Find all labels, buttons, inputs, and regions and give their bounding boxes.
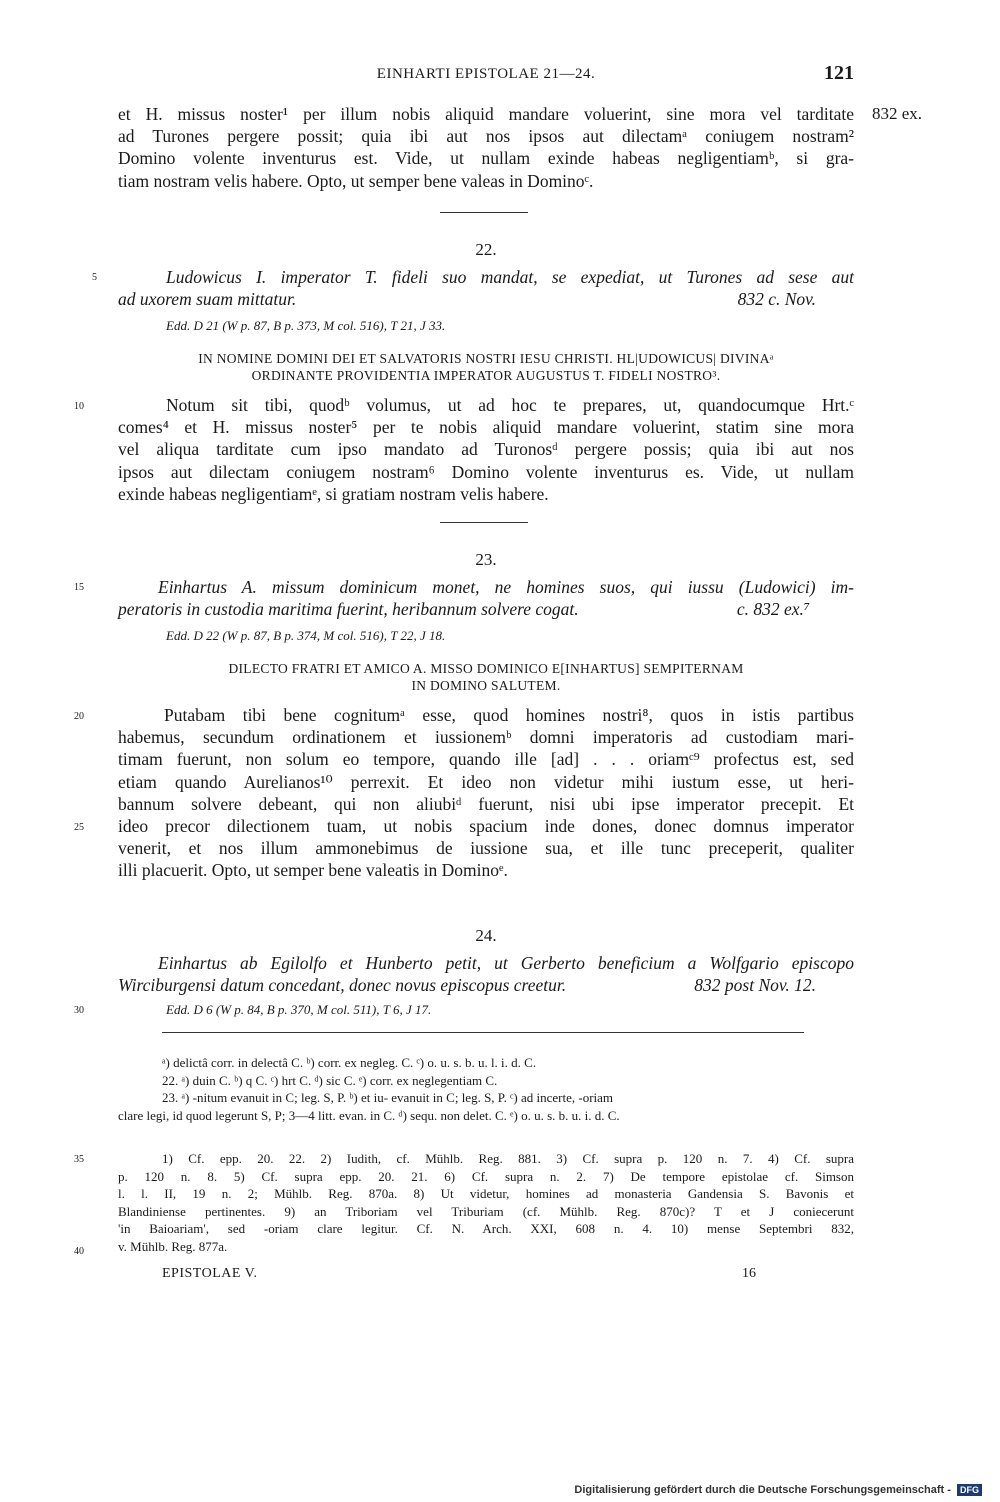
text-line: exinde habeas negligentiamᵉ, si gratiam nostram velis habere. <box>118 483 549 504</box>
signature-mark: 16 <box>742 1266 756 1281</box>
text-line: tiam nostram velis habere. Opto, ut semper bene valeas in Dominoᶜ. <box>118 170 594 191</box>
line-number: 5 <box>92 272 97 283</box>
line-number: 10 <box>74 401 84 412</box>
text-line: et H. missus noster¹ per illum nobis aliquid mandare voluerint, sine mora vel tarditate <box>118 104 854 124</box>
dfg-logo: DFG <box>957 1484 982 1496</box>
section-divider <box>440 522 528 523</box>
editions: Edd. D 21 (W p. 87, B p. 373, M col. 516), T 21, J 33. <box>166 318 446 333</box>
editions: Edd. D 6 (W p. 84, B p. 370, M col. 511), T 6, J 17. <box>166 1002 432 1017</box>
regest-date: 832 post Nov. 12. <box>694 975 816 995</box>
editions: Edd. D 22 (W p. 87, B p. 374, M col. 516), T 22, J 18. <box>166 628 446 643</box>
apparatus-rule <box>162 1032 804 1033</box>
critical-apparatus <box>118 1054 854 1124</box>
apparatus-line: 22. ᵃ) duin C. ᵇ) q C. ᶜ) hrt C. ᵈ) sic C. ᵉ) corr. ex neglegentiam C. <box>162 1072 498 1088</box>
regest <box>118 952 854 996</box>
text-line: ad Turones pergere possit; quia ibi aut nos ipsos aut dilectamᵃ coniugem nostram² <box>118 126 854 147</box>
running-header <box>118 62 854 92</box>
footnote-line: Blandiniense pertinentes. 9) an Triboriam vel Triburiam (cf. Mühlb. Reg. 870c)? T et J coniecerunt <box>118 1203 854 1219</box>
line-number: 35 <box>74 1154 84 1165</box>
footnote-line: 'in Baioariam', sed -oriam clare legitur. Cf. N. Arch. XXI, 608 n. 4. 10) mense Septembri 832, <box>118 1221 854 1236</box>
inscription-line: IN DOMINO SALUTEM. <box>411 678 561 693</box>
text-line: comes⁴ et H. missus noster⁵ per te nobis aliquid mandare voluerint, statim sine mora <box>118 417 854 438</box>
text-line: vel aliqua tarditate cum ipso mandato ad Turonosᵈ pergere possis; quia ibi aut nos <box>118 439 854 460</box>
text-line: ideo precor dilectionem tuam, ut nobis spacium inde dones, donec domnus imperator <box>118 816 854 837</box>
text-line: Domino volente inventurus est. Vide, ut nullam exinde habeas negligentiamᵇ, si gra- <box>118 148 854 169</box>
text-line: venerit, et nos illum ammonebimus de iussione sua, et ille tunc preceperit, qualiter <box>118 838 854 859</box>
regest-line: ad uxorem suam mittatur. <box>118 289 297 309</box>
funding-text: Digitalisierung gefördert durch die Deutsche Forschungsgemeinschaft - <box>574 1484 951 1496</box>
line-number: 20 <box>74 711 84 722</box>
text-line: ipsos aut dilectam coniugem nostram⁶ Domino volente inventurus es. Vide, ut nullam <box>118 461 854 482</box>
text-line: bannum solvere debeant, qui non aliubiᵈ fuerunt, nisi ubi ipse imperator precepit. Et <box>118 793 854 814</box>
apparatus-line: 23. ᵃ) -nitum evanuit in C; leg. S, P. ᵇ) et iu- evanuit in C; leg. S, P. ᶜ) ad incerte, -oriam <box>162 1090 614 1105</box>
epistle-text <box>118 704 854 882</box>
margin-date: 832 ex. <box>872 104 923 123</box>
footnote-line: l. l. II, 19 n. 2; Mühlb. Reg. 870a. 8) Ut videtur, homines ad monasteria Gandensia S. Bavonis et <box>118 1186 854 1201</box>
inscription-line: ORDINANTE PROVIDENTIA IMPERATOR AUGUSTUS T. FIDELI NOSTRO³. <box>251 368 721 383</box>
epistle-number: 24. <box>475 926 497 945</box>
regest-date: c. 832 ex.⁷ <box>736 599 810 619</box>
line-number: 25 <box>74 822 84 833</box>
regest-line: Ludowicus I. imperator T. fideli suo mandat, se expediat, ut Turones ad sese aut <box>166 267 854 287</box>
funding-notice <box>574 1484 982 1496</box>
text-line: etiam quando Aurelianos¹⁰ perrexit. Et ideo non videtur mihi iustum esse, ut heri- <box>118 771 854 792</box>
regest-line: Einhartus A. missum dominicum monet, ne homines suos, qui iussu (Ludowici) im- <box>158 577 854 597</box>
continuation-text <box>118 103 854 192</box>
inscription-line: IN NOMINE DOMINI DEI ET SALVATORIS NOSTRI IESU CHRISTI. HL|UDOWICUS| DIVINAᵃ <box>198 351 774 366</box>
epistle-number: 23. <box>475 550 497 569</box>
epistle-number: 22. <box>475 240 497 259</box>
regest <box>118 266 854 310</box>
regest-date: 832 c. Nov. <box>737 289 816 309</box>
running-title: EINHARTI EPISTOLAE 21—24. <box>376 66 596 82</box>
inscription <box>118 660 854 694</box>
inscription <box>118 350 854 384</box>
epistle-text <box>118 394 854 505</box>
text-line: illi placuerit. Opto, ut semper bene valeatis in Dominoᵉ. <box>118 860 508 881</box>
apparatus-line: clare legi, id quod legerunt S, P; 3—4 litt. evan. in C. ᵈ) sequ. non delet. C. ᵉ) o. u. s. b. u. i. d. C. <box>118 1107 620 1123</box>
footnote-line: v. Mühlb. Reg. 877a. <box>118 1238 228 1254</box>
series-title: EPISTOLAE V. <box>162 1266 258 1281</box>
footnotes <box>118 1150 854 1255</box>
regest-line: Wirciburgensi datum concedant, donec novus episcopus creetur. <box>118 975 567 995</box>
text-line: timam fuerunt, non solum eo tempore, quando ille [ad] . . . oriamᶜ⁹ profectus est, sed <box>118 749 854 770</box>
text-line: habemus, secundum ordinationem et iussionemᵇ domni imperatoris ad custodiam mari- <box>118 727 854 748</box>
inscription-line: DILECTO FRATRI ET AMICO A. MISSO DOMINICO E[INHARTUS] SEMPITERNAM <box>228 661 744 676</box>
footnote-line: 1) Cf. epp. 20. 22. 2) Iudith, cf. Mühlb. Reg. 881. 3) Cf. supra p. 120 n. 7. 4) Cf. supra <box>162 1151 854 1166</box>
section-divider <box>440 212 528 213</box>
regest <box>118 576 854 620</box>
footnote-line: p. 120 n. 8. 5) Cf. supra epp. 20. 21. 6) Cf. supra n. 2. 7) De tempore epistolae cf. Simson <box>118 1168 854 1184</box>
line-number: 30 <box>74 1005 84 1016</box>
line-number: 15 <box>74 582 84 593</box>
page-number: 121 <box>824 62 854 84</box>
text-line: Notum sit tibi, quodᵇ volumus, ut ad hoc te prepares, ut, quandocumque Hrt.ᶜ <box>166 395 854 415</box>
line-number: 40 <box>74 1246 84 1257</box>
regest-line: peratoris in custodia maritima fuerint, heribannum solvere cogat. <box>118 599 579 619</box>
apparatus-line: ᵃ) delictâ corr. in delectâ C. ᵇ) corr. ex negleg. C. ᶜ) o. u. s. b. u. l. i. d. C. <box>162 1055 537 1070</box>
text-line: Putabam tibi bene cognitumᵃ esse, quod homines nostri⁸, quos in istis partibus <box>164 705 854 725</box>
regest-line: Einhartus ab Egilolfo et Hunberto petit, ut Gerberto beneficium a Wolfgario episcopo <box>158 953 854 973</box>
